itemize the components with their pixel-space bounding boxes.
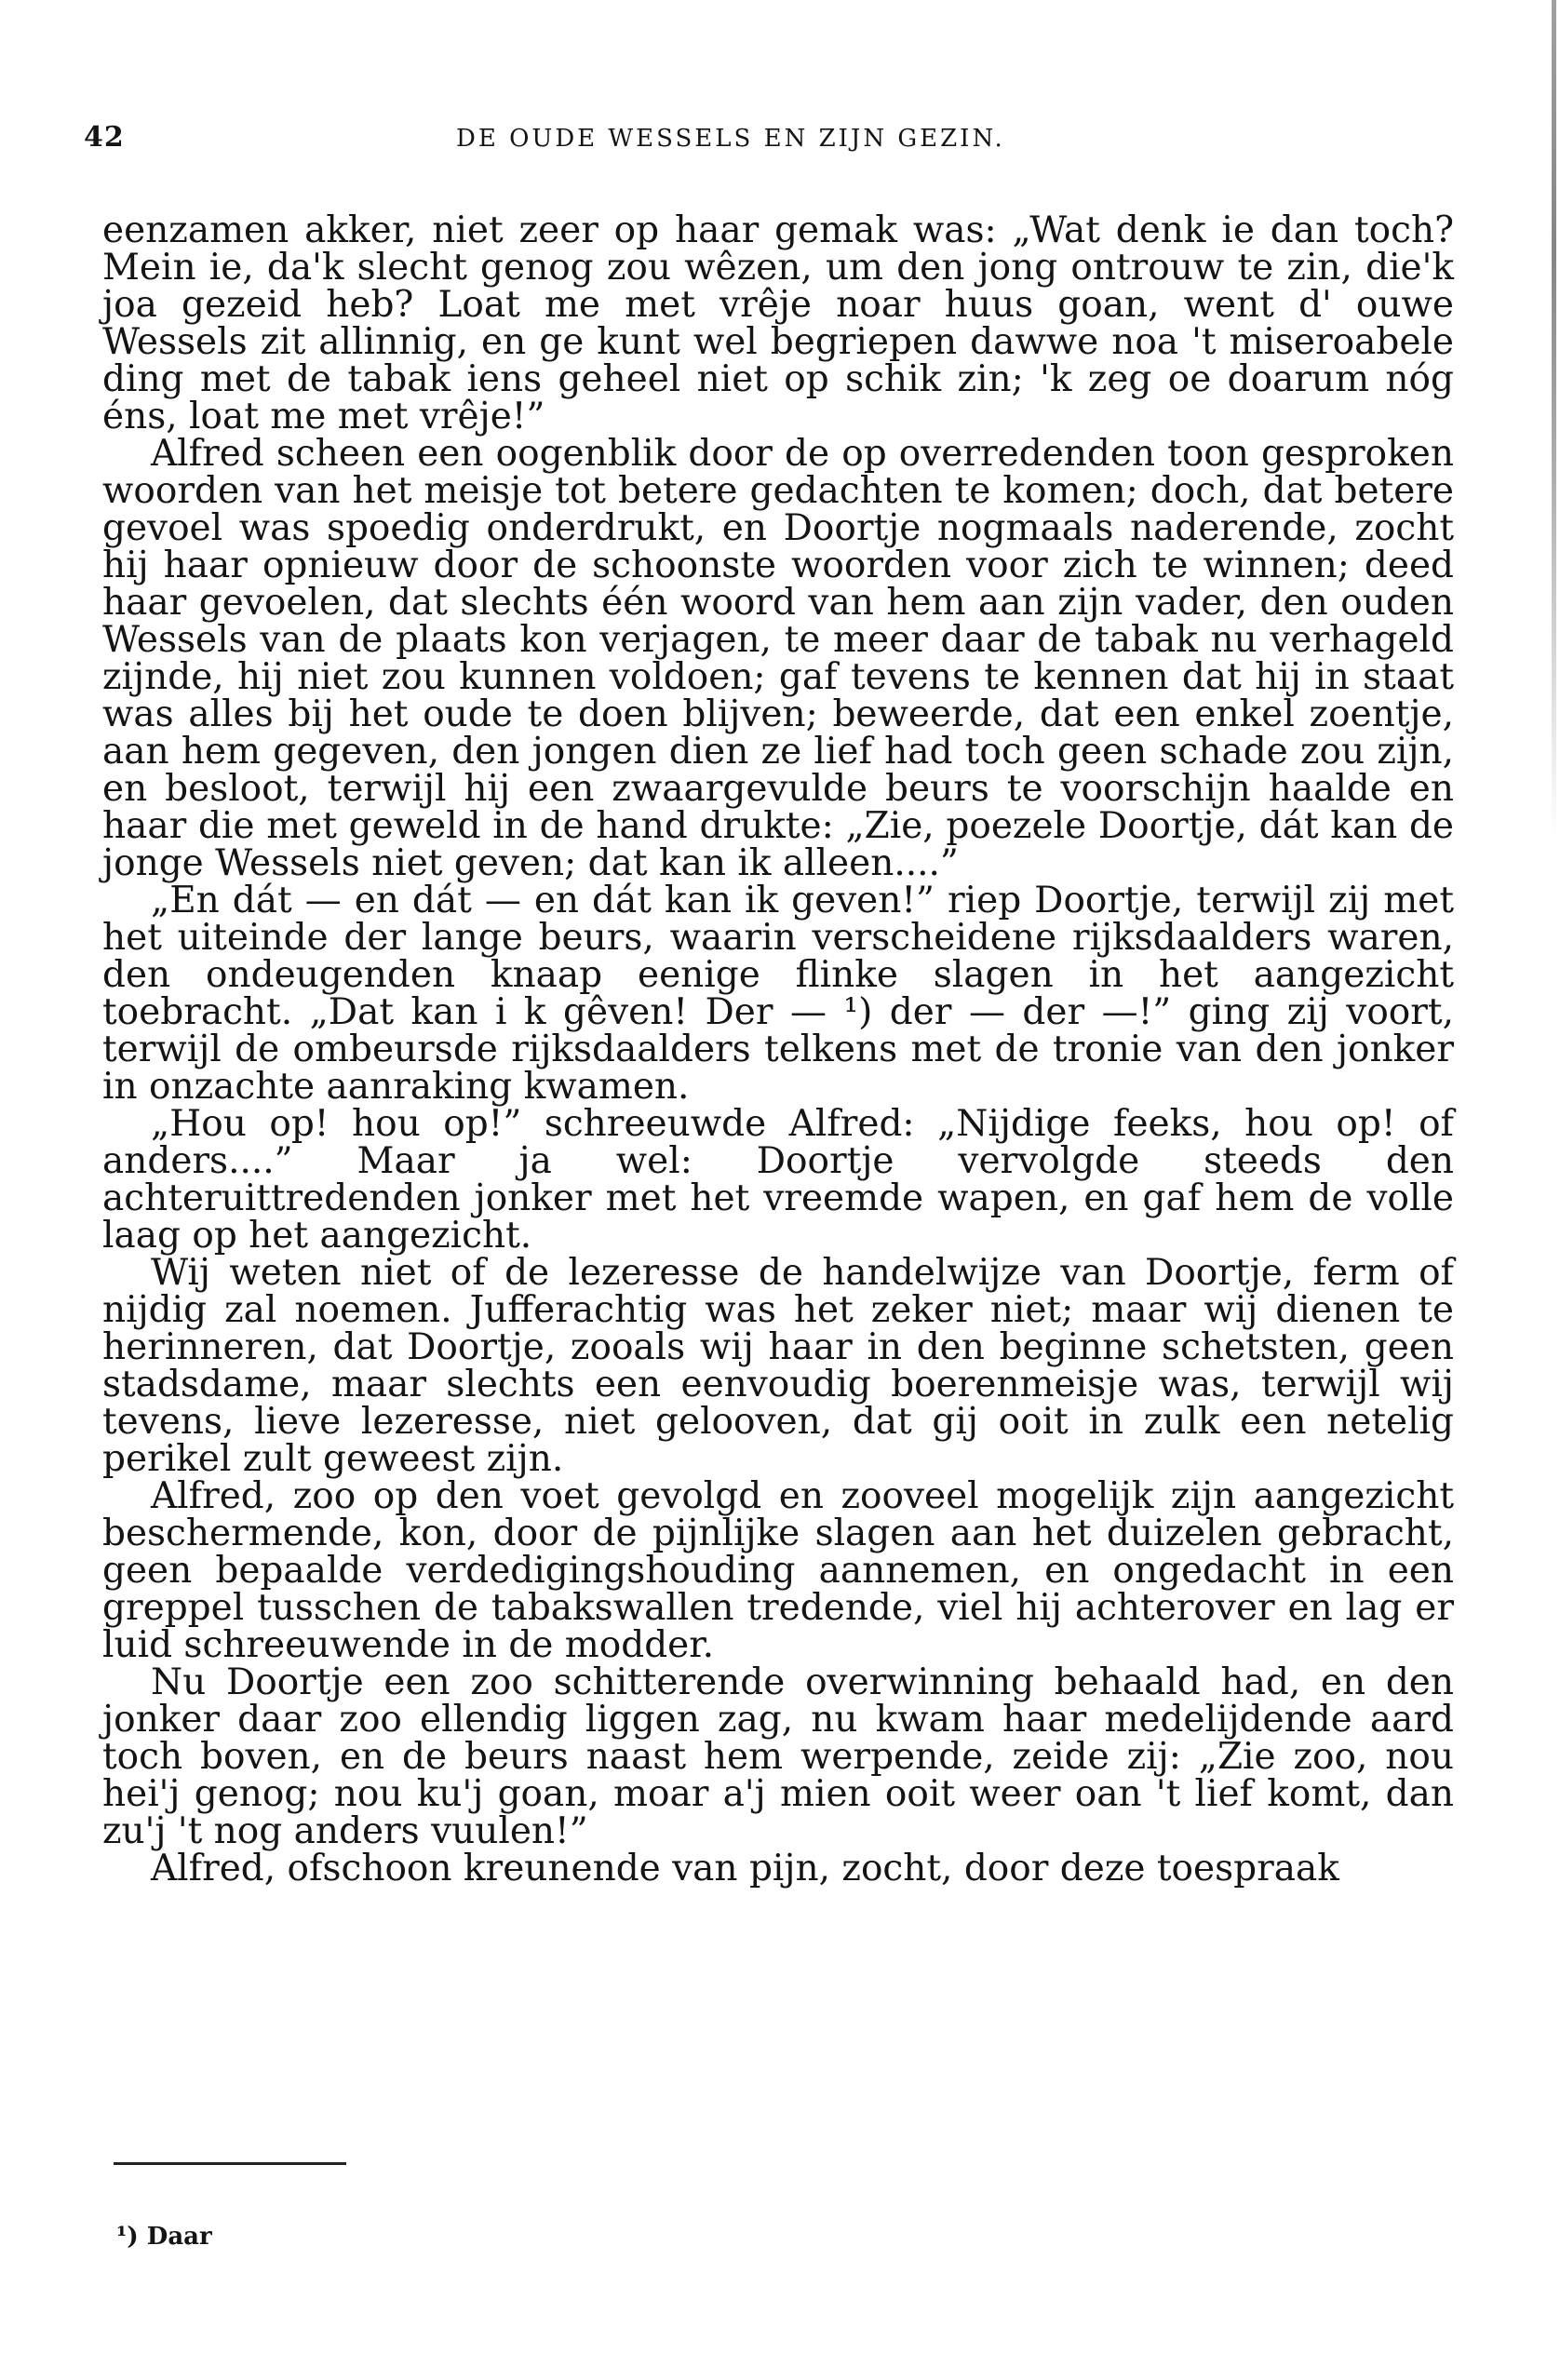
scan-edge-shadow [1552,0,1556,838]
footnote-marker: ¹) [116,2223,139,2251]
paragraph: eenzamen akker, niet zeer op haar gemak was: „Wat denk ie dan toch? Mein ie, da'k slecht genog zou wêzen, um den jong ontrouw te zin, die'k joa gezeid heb? Loat me met vrêje noar huus goan, went d' ouwe Wessels zit allinnig, en ge kunt wel begriepen dawwe noa 't miseroabele ding met de tabak iens geheel niet op schik zin; 'k zeg oe doarum nóg éns, loat me met vrêje!” [102,209,1454,437]
running-title: DE OUDE WESSELS EN ZIJN GEZIN. [456,125,1005,153]
paragraph: Alfred, ofschoon kreunende van pijn, zocht, door deze toespraak [151,1848,1339,1889]
page-header [84,121,1452,177]
footnote [116,2223,212,2251]
paragraph: „En dát — en dát — en dát kan ik geven!” riep Doortje, terwijl zij met het uiteinde der lange beurs, waarin verscheidene rijksdaalders waren, den ondeugenden knaap eenige flinke slagen in het aangezicht toebracht. „Dat kan i k gêven! Der — ¹) der — der —!” ging zij voort, terwijl de ombeursde rijksdaalders telkens met de tronie van den jonker in onzachte aanraking kwamen. [102,880,1454,1108]
paragraph: „Hou op! hou op!” schreeuwde Alfred: „Nijdige feeks, hou op! of anders....” Maar ja wel: Doortje vervolgde steeds den achteruittredenden jonker met het vreemde wapen, en gaf hem de volle laag op het aangezicht. [102,1103,1454,1257]
paragraph: Alfred scheen een oogenblik door de op overredenden toon gesproken woorden van het meisje tot betere gedachten te komen; doch, dat betere gevoel was spoedig onderdrukt, en Doortje nogmaals naderende, zocht hij haar opnieuw door de schoonste woorden voor zich te winnen; deed haar gevoelen, dat slechts één woord van hem aan zijn vader, den ouden Wessels van de plaats kon verjagen, te meer daar de tabak nu verhageld zijnde, hij niet zou kunnen voldoen; gaf tevens te kennen dat hij in staat was alles bij het oude te doen blijven; beweerde, dat een enkel zoentje, aan hem gegeven, den jongen dien ze lief had toch geen schade zou zijn, en besloot, terwijl hij een zwaargevulde beurs te voorschijn haalde en haar die met geweld in de hand drukte: „Zie, poezele Doortje, dát kan de jonge Wessels niet geven; dat kan ik alleen....” [102,433,1454,884]
footnote-divider [114,2162,346,2165]
footnote-text: Daar [146,2223,212,2251]
body-text [102,209,1454,1889]
page-number: 42 [84,121,125,154]
paragraph: Wij weten niet of de lezeresse de handelwijze van Doortje, ferm of nijdig zal noemen. Jufferachtig was het zeker niet; maar wij dienen te herinneren, dat Doortje, zooals wij haar in den beginne schetsten, geen stadsdame, maar slechts een eenvoudig boerenmeisje was, terwijl wij tevens, lieve lezeresse, niet gelooven, dat gij ooit in zulk een netelig perikel zult geweest zijn. [102,1252,1454,1480]
paragraph: Alfred, zoo op den voet gevolgd en zooveel mogelijk zijn aangezicht beschermende, kon, door de pijnlijke slagen aan het duizelen gebracht, geen bepaalde verdedigingshouding aannemen, en ongedacht in een greppel tusschen de tabakswallen tredende, viel hij achterover en lag er luid schreeuwende in de modder. [102,1475,1454,1666]
paragraph: Nu Doortje een zoo schitterende overwinning behaald had, en den jonker daar zoo ellendig liggen zag, nu kwam haar medelijdende aard toch boven, en de beurs naast hem werpende, zeide zij: „Zie zoo, nou hei'j genog; nou ku'j goan, moar a'j mien ooit weer oan 't lief komt, dan zu'j 't nog anders vuulen!” [102,1661,1454,1852]
